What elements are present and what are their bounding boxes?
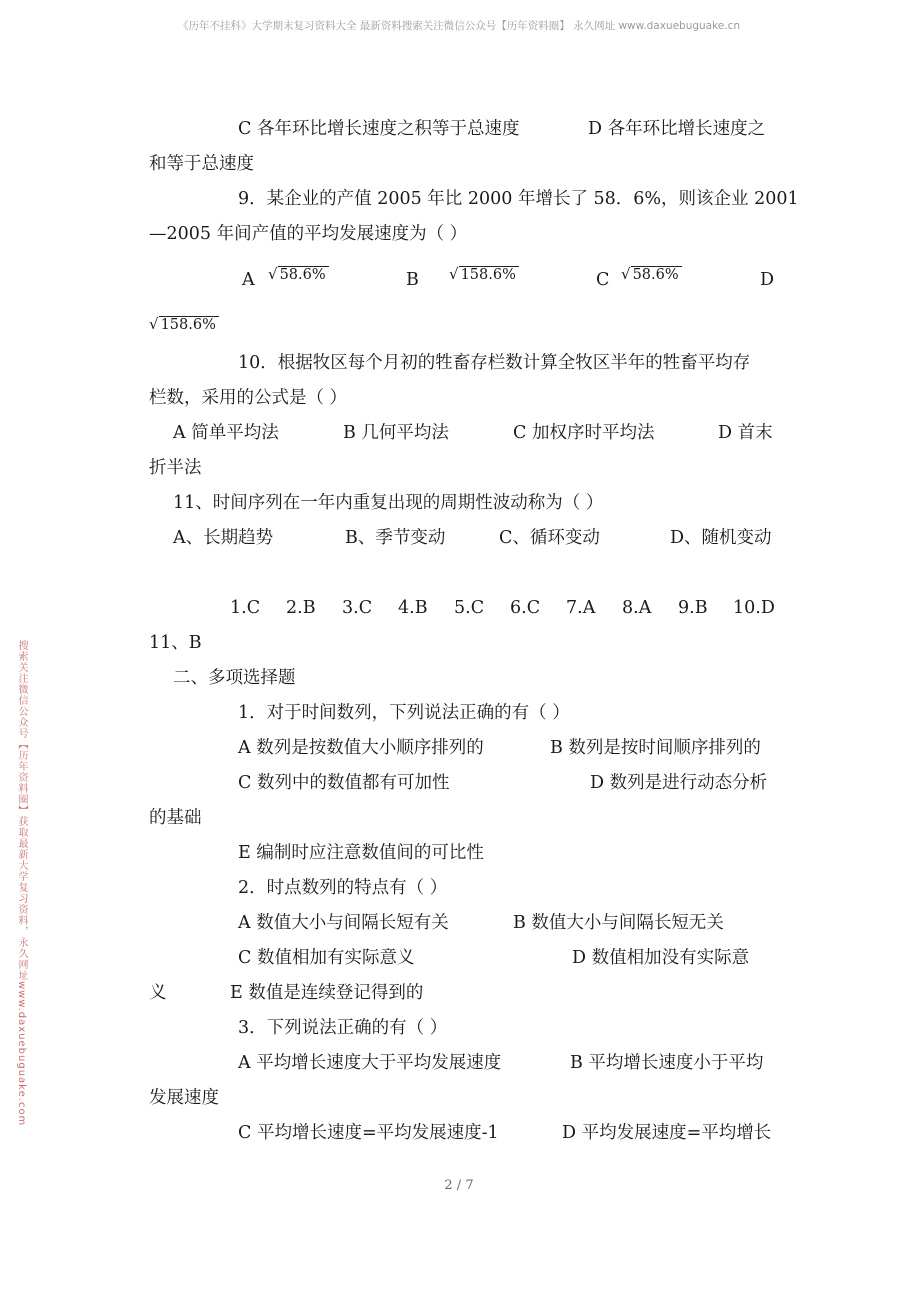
s2-q3-option-b: B 平均增长速度小于平均 bbox=[570, 1053, 764, 1073]
q9-label-b: B bbox=[406, 270, 419, 290]
page-header-watermark: 《历年不挂科》大学期末复习资料大全 最新资料搜索关注微信公众号【历年资料圈】 永久网址 www.daxuebuguake.cn bbox=[177, 20, 741, 32]
q9-stem-line2: —2005 年间产值的平均发展速度为（ ） bbox=[149, 224, 468, 244]
q10-option-b: B 几何平均法 bbox=[343, 423, 449, 443]
answer-11: 11、B bbox=[149, 633, 202, 653]
q9-radical-c-value: 58.6% bbox=[631, 266, 682, 283]
q9-label-d: D bbox=[760, 270, 775, 290]
s2-q1-option-a: A 数列是按数值大小顺序排列的 bbox=[238, 738, 484, 758]
q10-option-a: A 简单平均法 bbox=[173, 423, 279, 443]
q10-option-c: C 加权序时平均法 bbox=[513, 423, 655, 443]
s2-q3-option-b-cont: 发展速度 bbox=[149, 1088, 219, 1108]
answer-5: 5.C bbox=[454, 598, 485, 618]
answer-2: 2.B bbox=[286, 598, 316, 618]
q9-radical-b-value: 158.6% bbox=[459, 266, 519, 283]
q11-option-b: B、季节变动 bbox=[345, 528, 446, 548]
answer-7: 7.A bbox=[566, 598, 596, 618]
q11-option-a: A、长期趋势 bbox=[173, 528, 274, 548]
q9-label-a: A bbox=[242, 270, 255, 290]
answer-10: 10.D bbox=[733, 598, 775, 618]
q10-option-d-cont: 折半法 bbox=[149, 458, 202, 478]
q9-radical-b: √ 158.6% bbox=[449, 264, 519, 285]
q8-option-d: D 各年环比增长速度之 bbox=[588, 119, 766, 139]
s2-q1-option-b: B 数列是按时间顺序排列的 bbox=[550, 738, 761, 758]
q9-stem-line1: 9．某企业的产值 2005 年比 2000 年增长了 58．6%，则该企业 2001 bbox=[238, 189, 799, 209]
q10-stem-line2: 栏数，采用的公式是（ ） bbox=[149, 388, 348, 408]
s2-q3-option-a: A 平均增长速度大于平均发展速度 bbox=[238, 1053, 502, 1073]
q9-radical-a-value: 58.6% bbox=[278, 266, 329, 283]
s2-q2-option-e: E 数值是连续登记得到的 bbox=[230, 983, 424, 1003]
q11-stem: 11、时间序列在一年内重复出现的周期性波动称为（ ） bbox=[173, 493, 604, 513]
s2-q3-option-d: D 平均发展速度=平均增长 bbox=[562, 1123, 772, 1143]
s2-q1-option-d: D 数列是进行动态分析 bbox=[590, 773, 768, 793]
s2-q3-option-c: C 平均增长速度=平均发展速度-1 bbox=[238, 1123, 499, 1143]
page-number: 2 / 7 bbox=[444, 1178, 474, 1193]
s2-q1-option-e: E 编制时应注意数值间的可比性 bbox=[238, 843, 484, 863]
q9-radical-c: √ 58.6% bbox=[621, 264, 682, 285]
s2-q1-stem: 1．对于时间数列，下列说法正确的有（ ） bbox=[238, 703, 570, 723]
section2-title: 二、多项选择题 bbox=[173, 668, 296, 688]
s2-q2-option-d-cont: 义 bbox=[149, 983, 167, 1003]
side-watermark: 搜索关注微信公众号【历年资料圈】获取最新大学复习资料，永久网址www.daxuebuguake.com bbox=[16, 640, 27, 1127]
q8-option-d-cont: 和等于总速度 bbox=[149, 154, 254, 174]
q10-option-d: D 首末 bbox=[718, 423, 773, 443]
s2-q2-stem: 2．时点数列的特点有（ ） bbox=[238, 878, 448, 898]
s2-q2-option-a: A 数值大小与间隔长短有关 bbox=[238, 913, 449, 933]
answer-8: 8.A bbox=[622, 598, 652, 618]
q11-option-d: D、随机变动 bbox=[670, 528, 772, 548]
s2-q2-option-b: B 数值大小与间隔长短无关 bbox=[513, 913, 724, 933]
q10-stem-line1: 10．根据牧区每个月初的牲畜存栏数计算全牧区半年的牲畜平均存 bbox=[238, 353, 751, 373]
answer-4: 4.B bbox=[398, 598, 428, 618]
q9-radical-d: √ 158.6% bbox=[149, 314, 219, 335]
answer-9: 9.B bbox=[678, 598, 708, 618]
s2-q2-option-d: D 数值相加没有实际意 bbox=[572, 948, 750, 968]
q9-radical-a: √ 58.6% bbox=[268, 264, 329, 285]
s2-q3-stem: 3．下列说法正确的有（ ） bbox=[238, 1018, 448, 1038]
q11-option-c: C、循环变动 bbox=[499, 528, 600, 548]
q9-radical-d-value: 158.6% bbox=[159, 316, 219, 333]
q8-option-c: C 各年环比增长速度之积等于总速度 bbox=[238, 119, 520, 139]
q9-label-c: C bbox=[596, 270, 610, 290]
s2-q2-option-c: C 数值相加有实际意义 bbox=[238, 948, 415, 968]
answer-1: 1.C bbox=[230, 598, 261, 618]
s2-q1-option-d-cont: 的基础 bbox=[149, 808, 202, 828]
answer-3: 3.C bbox=[342, 598, 373, 618]
answer-6: 6.C bbox=[510, 598, 541, 618]
s2-q1-option-c: C 数列中的数值都有可加性 bbox=[238, 773, 450, 793]
